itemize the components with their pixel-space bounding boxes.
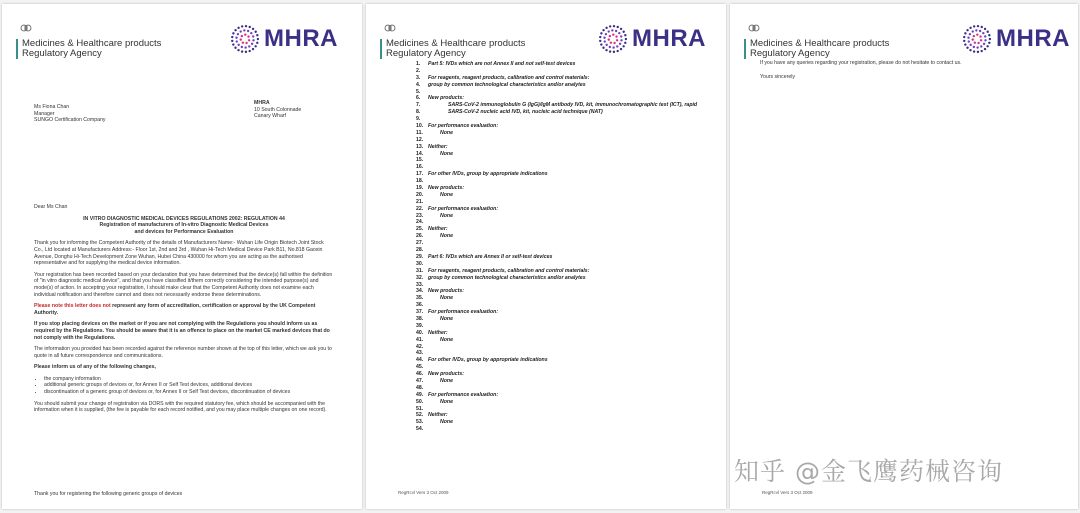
agency-bar bbox=[744, 39, 746, 59]
list-row bbox=[416, 68, 716, 75]
row-number: 13. bbox=[416, 143, 424, 150]
row-text: For performance evaluation: bbox=[428, 309, 499, 316]
mhra-address bbox=[254, 100, 301, 120]
list-row bbox=[416, 233, 716, 240]
list-row bbox=[416, 192, 716, 199]
row-number: 9. bbox=[416, 116, 421, 123]
row-number: 25. bbox=[416, 226, 424, 233]
document-page-3 bbox=[730, 4, 1078, 509]
mhra-dots-icon bbox=[962, 24, 992, 54]
mhra-logo-text: MHRA bbox=[264, 25, 338, 52]
mhra-logo bbox=[962, 24, 1070, 54]
list-item: • discontinuation of a generic group of devices or, for Annex II or Self Test devices, discontinuation of devices bbox=[44, 389, 334, 396]
letter-subheading-1: Registration of manufacturers of In-vitro Diagnostic Medical Devices bbox=[99, 222, 269, 229]
list-row bbox=[416, 371, 716, 378]
row-number: 1. bbox=[416, 61, 421, 67]
row-number: 34. bbox=[416, 288, 424, 295]
agency-name-line2: Regulatory Agency bbox=[22, 48, 102, 59]
row-number: 36. bbox=[416, 302, 424, 309]
list-row bbox=[416, 171, 716, 178]
row-text: New products: bbox=[428, 371, 465, 378]
list-row bbox=[416, 75, 716, 82]
row-text: For other IVDs, group by appropriate indications bbox=[428, 171, 548, 178]
row-number: 29. bbox=[416, 253, 424, 260]
queries-line: If you have any queries regarding your registration, please do not hesitate to contact us. bbox=[760, 60, 962, 66]
row-text: None bbox=[440, 419, 453, 426]
royal-crest-icon bbox=[748, 22, 760, 34]
list-row bbox=[416, 392, 716, 399]
paragraph-reference: The information you provided has been recorded against the reference number shown at the top of this letter, which we ask you to quote in all future correspondence and communications. bbox=[34, 346, 332, 359]
mhra-logo-text: MHRA bbox=[996, 25, 1070, 52]
row-number: 26. bbox=[416, 233, 424, 240]
row-number: 27. bbox=[416, 240, 424, 247]
closing-line: Yours sincerely bbox=[760, 74, 795, 80]
recipient-address bbox=[34, 104, 106, 124]
list-row bbox=[416, 275, 716, 282]
row-text: For performance evaluation: bbox=[428, 123, 499, 130]
row-number: 33. bbox=[416, 281, 424, 288]
row-number: 44. bbox=[416, 357, 424, 364]
mhra-address-line3: Canary Wharf bbox=[254, 113, 286, 120]
agency-name-line1: Medicines & Healthcare products bbox=[386, 38, 526, 49]
salutation: Dear Ms Chan bbox=[34, 204, 68, 210]
row-text: Neither: bbox=[428, 329, 448, 336]
row-text: Neither: bbox=[428, 412, 448, 419]
row-number: 24. bbox=[416, 219, 424, 226]
row-text: SARS-CoV-2 nucleic acid IVD, kit, nucleic acid technique (NAT) bbox=[448, 109, 603, 116]
letter-heading: IN VITRO DIAGNOSTIC MEDICAL DEVICES REGULATIONS 2002: REGULATION 44 bbox=[83, 215, 285, 222]
paragraph-submit: You should submit your change of registration via DORS with the required statutory fee, which should be accompanied with the information when it is supplied, (the fee is payable for each record notified, and you may place multiple changes on one record). bbox=[34, 400, 327, 414]
row-number: 7. bbox=[416, 102, 421, 109]
list-row bbox=[416, 323, 716, 330]
list-row bbox=[416, 199, 716, 206]
paragraph-inform: Please inform us of any of the following changes, bbox=[34, 364, 156, 371]
mhra-dots-icon bbox=[230, 24, 260, 54]
row-text: group by common technological characteristics and/or analytes bbox=[428, 274, 586, 281]
row-number: 12. bbox=[416, 136, 424, 143]
royal-crest-icon bbox=[20, 22, 32, 34]
list-row bbox=[416, 337, 716, 344]
letter-subheading-2: and devices for Performance Evaluation bbox=[134, 228, 234, 235]
paragraph-stop-placing: If you stop placing devices on the market or if you are not complying with the Regulations you should inform us as required by the Regulations. You should be aware that it is an offence to place on the market CE marked devices that do not comply with the Regulations. bbox=[34, 321, 330, 341]
paragraph-thank-you: Thank you for registering the following generic groups of devices bbox=[34, 491, 183, 497]
list-row bbox=[416, 302, 716, 309]
row-text: For performance evaluation: bbox=[428, 205, 499, 212]
row-number: 22. bbox=[416, 205, 424, 212]
list-row bbox=[416, 316, 716, 323]
list-row bbox=[416, 95, 716, 102]
list-row bbox=[416, 399, 716, 406]
row-number: 52. bbox=[416, 412, 424, 419]
list-row bbox=[416, 130, 716, 137]
row-number: 23. bbox=[416, 212, 424, 219]
row-number: 4. bbox=[416, 81, 421, 88]
list-row bbox=[416, 151, 716, 158]
list-row bbox=[416, 137, 716, 144]
row-number: 48. bbox=[416, 384, 424, 391]
row-text: None bbox=[440, 398, 453, 405]
mhra-logo-text: MHRA bbox=[632, 25, 706, 52]
list-row bbox=[416, 219, 716, 226]
list-row bbox=[416, 419, 716, 426]
royal-crest-icon bbox=[384, 22, 396, 34]
row-number: 20. bbox=[416, 191, 424, 198]
row-number: 35. bbox=[416, 295, 424, 302]
row-text: group by common technological characteristics and/or analytes bbox=[428, 81, 586, 88]
device-groups-list bbox=[416, 61, 716, 433]
list-row bbox=[416, 206, 716, 213]
list-row bbox=[416, 282, 716, 289]
watermark: 知乎 @金飞鹰药械咨询 bbox=[734, 457, 1003, 486]
list-row bbox=[416, 116, 716, 123]
note-suffix: represent any form of accreditation, certification or approval by the UK Competent Authority. bbox=[34, 303, 316, 316]
row-text: Neither: bbox=[428, 143, 448, 150]
row-number: 46. bbox=[416, 371, 424, 378]
list-row bbox=[416, 288, 716, 295]
list-row bbox=[416, 164, 716, 171]
row-text: None bbox=[440, 377, 453, 384]
row-number: 39. bbox=[416, 322, 424, 329]
row-text: Part 5: IVDs which are not Annex II and not self-test devices bbox=[428, 61, 576, 67]
page-footer: RegRcvl Vers 3 Oct 2009 bbox=[762, 490, 813, 495]
recipient-company: SUNGO Certification Company bbox=[34, 117, 106, 124]
list-row bbox=[416, 330, 716, 337]
list-row bbox=[416, 357, 716, 364]
list-row bbox=[416, 247, 716, 254]
row-text: None bbox=[440, 336, 453, 343]
agency-name-line2: Regulatory Agency bbox=[750, 48, 830, 59]
row-text: New products: bbox=[428, 185, 465, 192]
list-row bbox=[416, 61, 716, 68]
recipient-title: Manager bbox=[34, 110, 55, 117]
row-text: New products: bbox=[428, 95, 465, 102]
mhra-dots-icon bbox=[598, 24, 628, 54]
list-row bbox=[416, 350, 716, 357]
row-number: 6. bbox=[416, 95, 421, 102]
row-number: 5. bbox=[416, 88, 421, 95]
list-row bbox=[416, 178, 716, 185]
changes-list bbox=[34, 376, 334, 396]
row-number: 14. bbox=[416, 150, 424, 157]
paragraph-note bbox=[34, 303, 334, 316]
row-text: None bbox=[440, 212, 453, 219]
row-number: 41. bbox=[416, 336, 424, 343]
row-number: 17. bbox=[416, 171, 424, 178]
list-row bbox=[416, 412, 716, 419]
row-text: Neither: bbox=[428, 226, 448, 233]
row-text: Part 6: IVDs which are Annex II or self-test devices bbox=[428, 253, 553, 260]
row-number: 43. bbox=[416, 350, 424, 357]
list-row bbox=[416, 309, 716, 316]
row-text: For reagents, reagent products, calibration and control materials: bbox=[428, 267, 590, 274]
document-page-1 bbox=[2, 4, 362, 509]
row-number: 31. bbox=[416, 267, 424, 274]
list-row bbox=[416, 295, 716, 302]
row-number: 54. bbox=[416, 426, 424, 433]
row-number: 18. bbox=[416, 178, 424, 185]
row-text: For other IVDs, group by appropriate indications bbox=[428, 357, 548, 364]
row-number: 15. bbox=[416, 157, 424, 164]
list-row bbox=[416, 213, 716, 220]
row-text: New products: bbox=[428, 288, 465, 295]
agency-name bbox=[750, 39, 889, 59]
row-number: 21. bbox=[416, 198, 424, 205]
row-number: 10. bbox=[416, 123, 424, 130]
list-row bbox=[416, 268, 716, 275]
agency-bar bbox=[16, 39, 18, 59]
row-number: 53. bbox=[416, 419, 424, 426]
row-number: 40. bbox=[416, 329, 424, 336]
row-number: 49. bbox=[416, 391, 424, 398]
row-text: None bbox=[440, 295, 453, 302]
agency-name-line1: Medicines & Healthcare products bbox=[22, 38, 162, 49]
list-row bbox=[416, 123, 716, 130]
agency-name bbox=[22, 39, 161, 59]
row-number: 28. bbox=[416, 247, 424, 254]
note-prefix: Please note this letter bbox=[34, 303, 90, 310]
note-does-not: does not bbox=[89, 303, 111, 310]
row-text: SARS-CoV-2 immunoglobulin G (IgG)/IgM antibody IVD, kit, immunochromatographic test (ICT), rapid bbox=[448, 102, 698, 109]
agency-name-line1: Medicines & Healthcare products bbox=[750, 38, 890, 49]
row-number: 45. bbox=[416, 364, 424, 371]
list-row bbox=[416, 240, 716, 247]
row-text: None bbox=[440, 315, 453, 322]
list-row bbox=[416, 226, 716, 233]
row-number: 47. bbox=[416, 377, 424, 384]
row-number: 50. bbox=[416, 398, 424, 405]
row-number: 37. bbox=[416, 309, 424, 316]
paragraph-manufacturer: Thank you for informing the Competent Authority of the details of Manufacturers Name:- Wuhan Life Origin Biotech Joint Stock Co., Ltd located at Manufacturers Address:- Floor 1st, 2nd and 3rd , Wuhan Hi-Tech Medical Device Park B11, No.818 Gaoxin Avenue, Donghu Hi-Tech Development Zone Wuhan, Hubei China 430000 for whom you are acting as the authorised representative and for supplying the medical device information. bbox=[34, 240, 324, 267]
list-item: • additional generic groups of devices or, for Annex II or Self Test devices, additional devices bbox=[44, 382, 334, 389]
list-item: • the company information bbox=[44, 376, 334, 383]
row-number: 8. bbox=[416, 109, 421, 116]
list-row bbox=[416, 102, 716, 109]
row-number: 11. bbox=[416, 129, 423, 136]
row-number: 38. bbox=[416, 315, 424, 322]
recipient-name: Ms Fiona Chan bbox=[34, 104, 70, 110]
list-row bbox=[416, 261, 716, 268]
agency-name bbox=[386, 39, 525, 59]
list-row bbox=[416, 144, 716, 151]
paragraph-registration: Your registration has been recorded based on your declaration that you have determined that the device(s) fall within the definition of "in vitro diagnostic medical device", and that you have classified it/them correctly considering the intended purpose(s) and mode(s) of action. In accepting your registration, I should make clear that the Competent Authority does not examine each individual notification and therefore cannot and does not necessarily endorse these determinations. bbox=[34, 271, 333, 298]
list-row bbox=[416, 185, 716, 192]
row-number: 2. bbox=[416, 67, 421, 74]
list-row bbox=[416, 378, 716, 385]
row-number: 42. bbox=[416, 343, 424, 350]
row-number: 3. bbox=[416, 74, 421, 81]
list-row bbox=[416, 364, 716, 371]
row-number: 16. bbox=[416, 164, 424, 171]
list-row bbox=[416, 157, 716, 164]
mhra-logo bbox=[598, 24, 706, 54]
mhra-address-line2: 10 South Colonnade bbox=[254, 106, 302, 113]
agency-bar bbox=[380, 39, 382, 59]
list-row bbox=[416, 254, 716, 261]
row-number: 32. bbox=[416, 274, 424, 281]
list-row bbox=[416, 109, 716, 116]
list-row bbox=[416, 406, 716, 413]
list-row bbox=[416, 89, 716, 96]
row-number: 51. bbox=[416, 405, 424, 412]
row-number: 30. bbox=[416, 260, 424, 267]
row-text: None bbox=[440, 150, 453, 157]
mhra-logo bbox=[230, 24, 338, 54]
row-text: None bbox=[440, 129, 453, 136]
list-row bbox=[416, 426, 716, 433]
row-text: None bbox=[440, 191, 453, 198]
row-number: 19. bbox=[416, 185, 424, 192]
list-row bbox=[416, 82, 716, 89]
row-text: For reagents, reagent products, calibration and control materials: bbox=[428, 74, 590, 81]
document-page-2 bbox=[366, 4, 726, 509]
row-text: For performance evaluation: bbox=[428, 391, 499, 398]
list-row bbox=[416, 344, 716, 351]
row-text: None bbox=[440, 233, 453, 240]
page-footer: RegRcvl Vers 3 Oct 2009 bbox=[398, 490, 449, 495]
list-row bbox=[416, 385, 716, 392]
agency-name-line2: Regulatory Agency bbox=[386, 48, 466, 59]
letter-body bbox=[34, 204, 334, 419]
mhra-address-line1: MHRA bbox=[254, 100, 270, 106]
